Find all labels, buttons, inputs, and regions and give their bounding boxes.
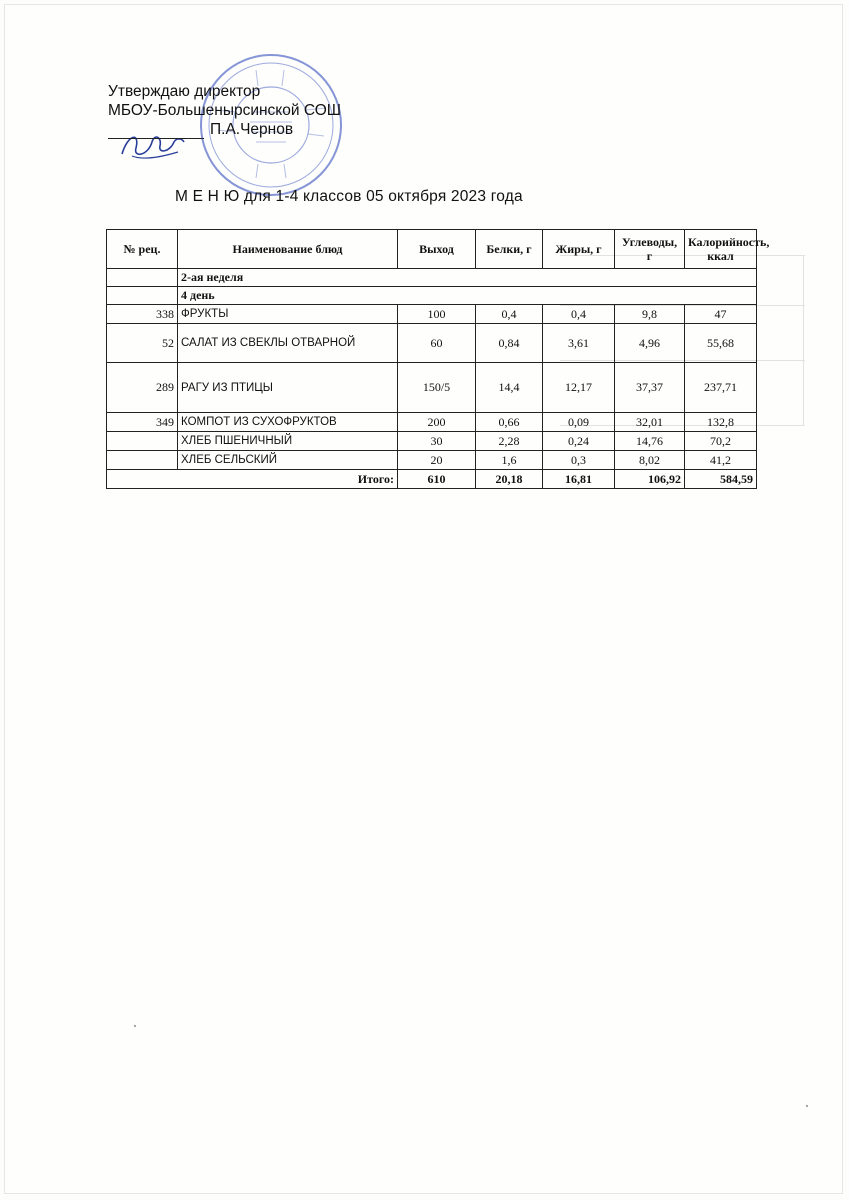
table-row [107,451,757,470]
school-name: МБОУ-Большенырсинской СОШ [108,102,341,119]
dish-protein: 14,4 [476,363,543,413]
rec-number: 52 [107,324,178,363]
dish-carbs: 32,01 [615,413,685,432]
dish-fat: 3,61 [543,324,615,363]
total-carbs: 106,92 [615,470,685,489]
dish-carbs: 9,8 [615,305,685,324]
total-yield: 610 [398,470,476,489]
col-header-protein: Белки, г [476,230,543,269]
total-fat: 16,81 [543,470,615,489]
dish-fat: 0,09 [543,413,615,432]
dish-yield: 200 [398,413,476,432]
col-header-name: Наименование блюд [178,230,398,269]
dish-name: ХЛЕБ СЕЛЬСКИЙ [178,451,398,470]
signature-underline [108,122,204,139]
dish-protein: 1,6 [476,451,543,470]
day-row [107,287,757,305]
dish-protein: 2,28 [476,432,543,451]
dish-kcal: 237,71 [685,363,757,413]
dish-yield: 30 [398,432,476,451]
table-row [107,324,757,363]
table-row [107,305,757,324]
menu-title: М Е Н Ю для 1-4 классов 05 октября 2023 года [175,188,523,205]
dish-carbs: 8,02 [615,451,685,470]
bleed-through-text: ⠀ [612,83,623,100]
table-row [107,413,757,432]
dish-name: ХЛЕБ ПШЕНИЧНЫЙ [178,432,398,451]
dish-name: РАГУ ИЗ ПТИЦЫ [178,363,398,413]
col-header-carbs: Углеводы, г [615,230,685,269]
dish-name: ФРУКТЫ [178,305,398,324]
dish-kcal: 41,2 [685,451,757,470]
dish-carbs: 37,37 [615,363,685,413]
rec-number: 338 [107,305,178,324]
scanned-page [4,4,843,1194]
col-header-rec: № рец. [107,230,178,269]
dish-yield: 20 [398,451,476,470]
dish-carbs: 14,76 [615,432,685,451]
menu-table [106,229,770,489]
week-row [107,269,757,287]
empty-cell [107,269,178,287]
total-label: Итого: [107,470,398,489]
dish-name: САЛАТ ИЗ СВЕКЛЫ ОТВАРНОЙ [178,324,398,363]
scan-speck [134,1025,136,1027]
total-row [107,470,757,489]
total-kcal: 584,59 [685,470,757,489]
day-label: 4 день [178,287,757,305]
dish-kcal: 132,8 [685,413,757,432]
rec-number: 289 [107,363,178,413]
table-row [107,432,757,451]
dish-carbs: 4,96 [615,324,685,363]
dish-protein: 0,66 [476,413,543,432]
table-row [107,363,757,413]
rec-number [107,432,178,451]
col-header-fat: Жиры, г [543,230,615,269]
col-header-kcal: Калорийность, ккал [685,230,757,269]
approval-block [108,82,341,139]
dish-fat: 0,4 [543,305,615,324]
dish-fat: 0,3 [543,451,615,470]
dish-kcal: 47 [685,305,757,324]
table-header-row [107,230,757,269]
dish-kcal: 70,2 [685,432,757,451]
approval-title: Утверждаю директор [108,83,261,100]
signature-line [108,120,341,139]
empty-cell [107,287,178,305]
signer-name: П.А.Чернов [210,121,294,138]
bleed-through-line [803,255,804,425]
dish-yield: 100 [398,305,476,324]
rec-number: 349 [107,413,178,432]
scan-speck [806,1105,808,1107]
dish-yield: 60 [398,324,476,363]
rec-number [107,451,178,470]
col-header-yield: Выход [398,230,476,269]
dish-protein: 0,4 [476,305,543,324]
total-protein: 20,18 [476,470,543,489]
dish-fat: 12,17 [543,363,615,413]
dish-name: КОМПОТ ИЗ СУХОФРУКТОВ [178,413,398,432]
dish-fat: 0,24 [543,432,615,451]
week-label: 2-ая неделя [178,269,757,287]
dish-kcal: 55,68 [685,324,757,363]
dish-yield: 150/5 [398,363,476,413]
dish-protein: 0,84 [476,324,543,363]
